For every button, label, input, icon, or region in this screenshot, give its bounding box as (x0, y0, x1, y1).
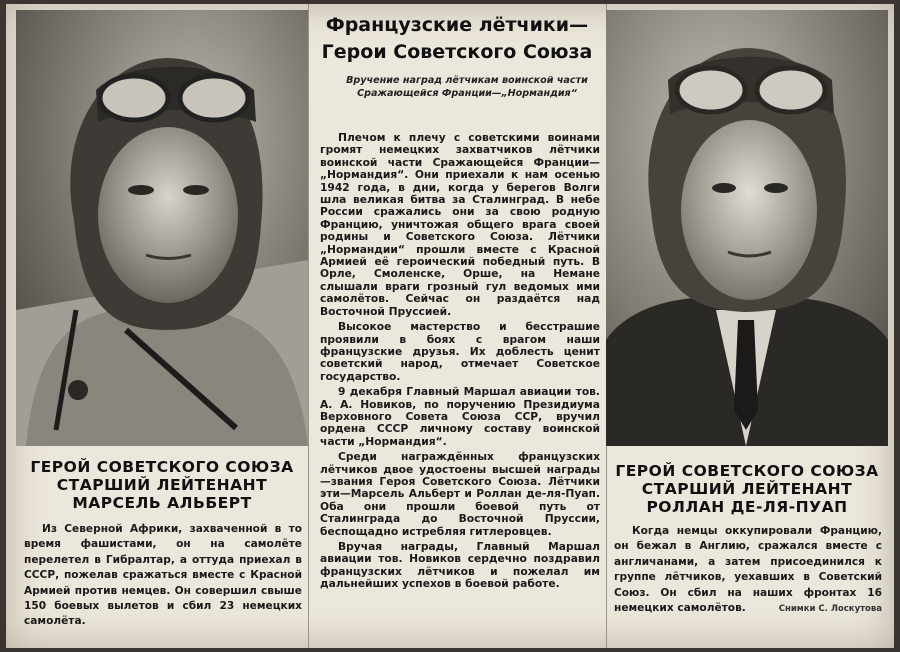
article-subheadline: Вручение наград лётчикам воинской части Сражающейся Франции—„Нормандия“ (346, 75, 588, 99)
right-caption-rank: СТАРШИЙ ЛЕЙТЕНАНТ (641, 480, 853, 498)
right-caption-title: ГЕРОЙ СОВЕТСКОГО СОЮЗА (615, 462, 879, 480)
headline-line-1: Французские лётчики— (325, 14, 589, 36)
newspaper-page (6, 4, 894, 648)
left-caption-rank: СТАРШИЙ ЛЕЙТЕНАНТ (56, 476, 268, 494)
article-paragraph: Высокое мастерство и бесстрашие проявили в боях с врагом наши французские друзья. Их доблесть ценит советский народ, отмечает Советское государство. (320, 320, 600, 383)
pilot-portrait-left (16, 10, 308, 446)
pilot-portrait-right (606, 10, 888, 446)
photo-credit: Снимки С. Лоскутова (778, 604, 882, 614)
headline-line-2: Герои Советского Союза (321, 41, 593, 63)
right-caption-name: РОЛЛАН ДЕ-ЛЯ-ПУАП (646, 498, 848, 516)
left-caption-title: ГЕРОЙ СОВЕТСКОГО СОЮЗА (30, 458, 294, 476)
article-paragraph: Среди награждённых французских лётчиков двое удостоены высшей награды—звания Героя Советского Союза. Лётчики эти—Марсель Альберт и Роллан де-ля-Пуап. Оба они прошли боевой путь от Сталинграда до Восточной Пруссии, беспощадно истребляя гитлеровцев. (320, 450, 600, 538)
article-paragraph: 9 декабря Главный Маршал авиации тов. А. А. Новиков, по поручению Президиума Верховного Совета Союза ССР, вручил ордена СССР личному составу воинской части „Нормандия“. (320, 385, 600, 448)
article-paragraph: Плечом к плечу с советскими воинами громят немецких захватчиков лётчики воинской части Сражающейся Франции—„Нормандия“. Они приехали к нам осенью 1942 года, в дни, когда у берегов Волги шла великая битва за Сталинград. В небе России сражались они за свою родную Францию, уничтожая общего врага своей родины и Советского Союза. Лётчики „Нормандии“ прошли вместе с Красной Армией её героический победный путь. В Орле, Смоленске, Орше, на Немане слышали враги грозный гул ведомых ими самолётов. Сейчас он раздаётся над Восточной Пруссией. (320, 131, 600, 318)
right-bio: Когда немцы оккупировали Францию, он бежал в Англию, сражался вместе с англичанами, а затем присоединился к группе лётчиков, уехавших в Советский Союз. Он сбил на наших фронтах 16 немецких самолётов. (614, 525, 882, 615)
right-caption (606, 462, 888, 516)
article-headline (308, 12, 606, 66)
left-bio: Из Северной Африки, захваченной в то время фашистами, он на самолёте перелетел в Гибралтар, а оттуда приехал в СССР, пожелав сражаться вместе с Красной Армией против немцев. Он совершил свыше 150 боевых вылетов и сбил 23 немецких самолёта. (24, 523, 302, 628)
article-body (320, 132, 600, 594)
article-column (308, 8, 606, 644)
article-paragraph: Вручая награды, Главный Маршал авиации тов. Новиков сердечно поздравил французских лётчиков и пожелал им дальнейших успехов в боевой работе. (320, 540, 600, 591)
left-caption-name: МАРСЕЛЬ АЛЬБЕРТ (72, 494, 252, 512)
left-profile-column (16, 10, 308, 642)
left-caption (16, 458, 308, 512)
right-profile-column (606, 10, 888, 642)
